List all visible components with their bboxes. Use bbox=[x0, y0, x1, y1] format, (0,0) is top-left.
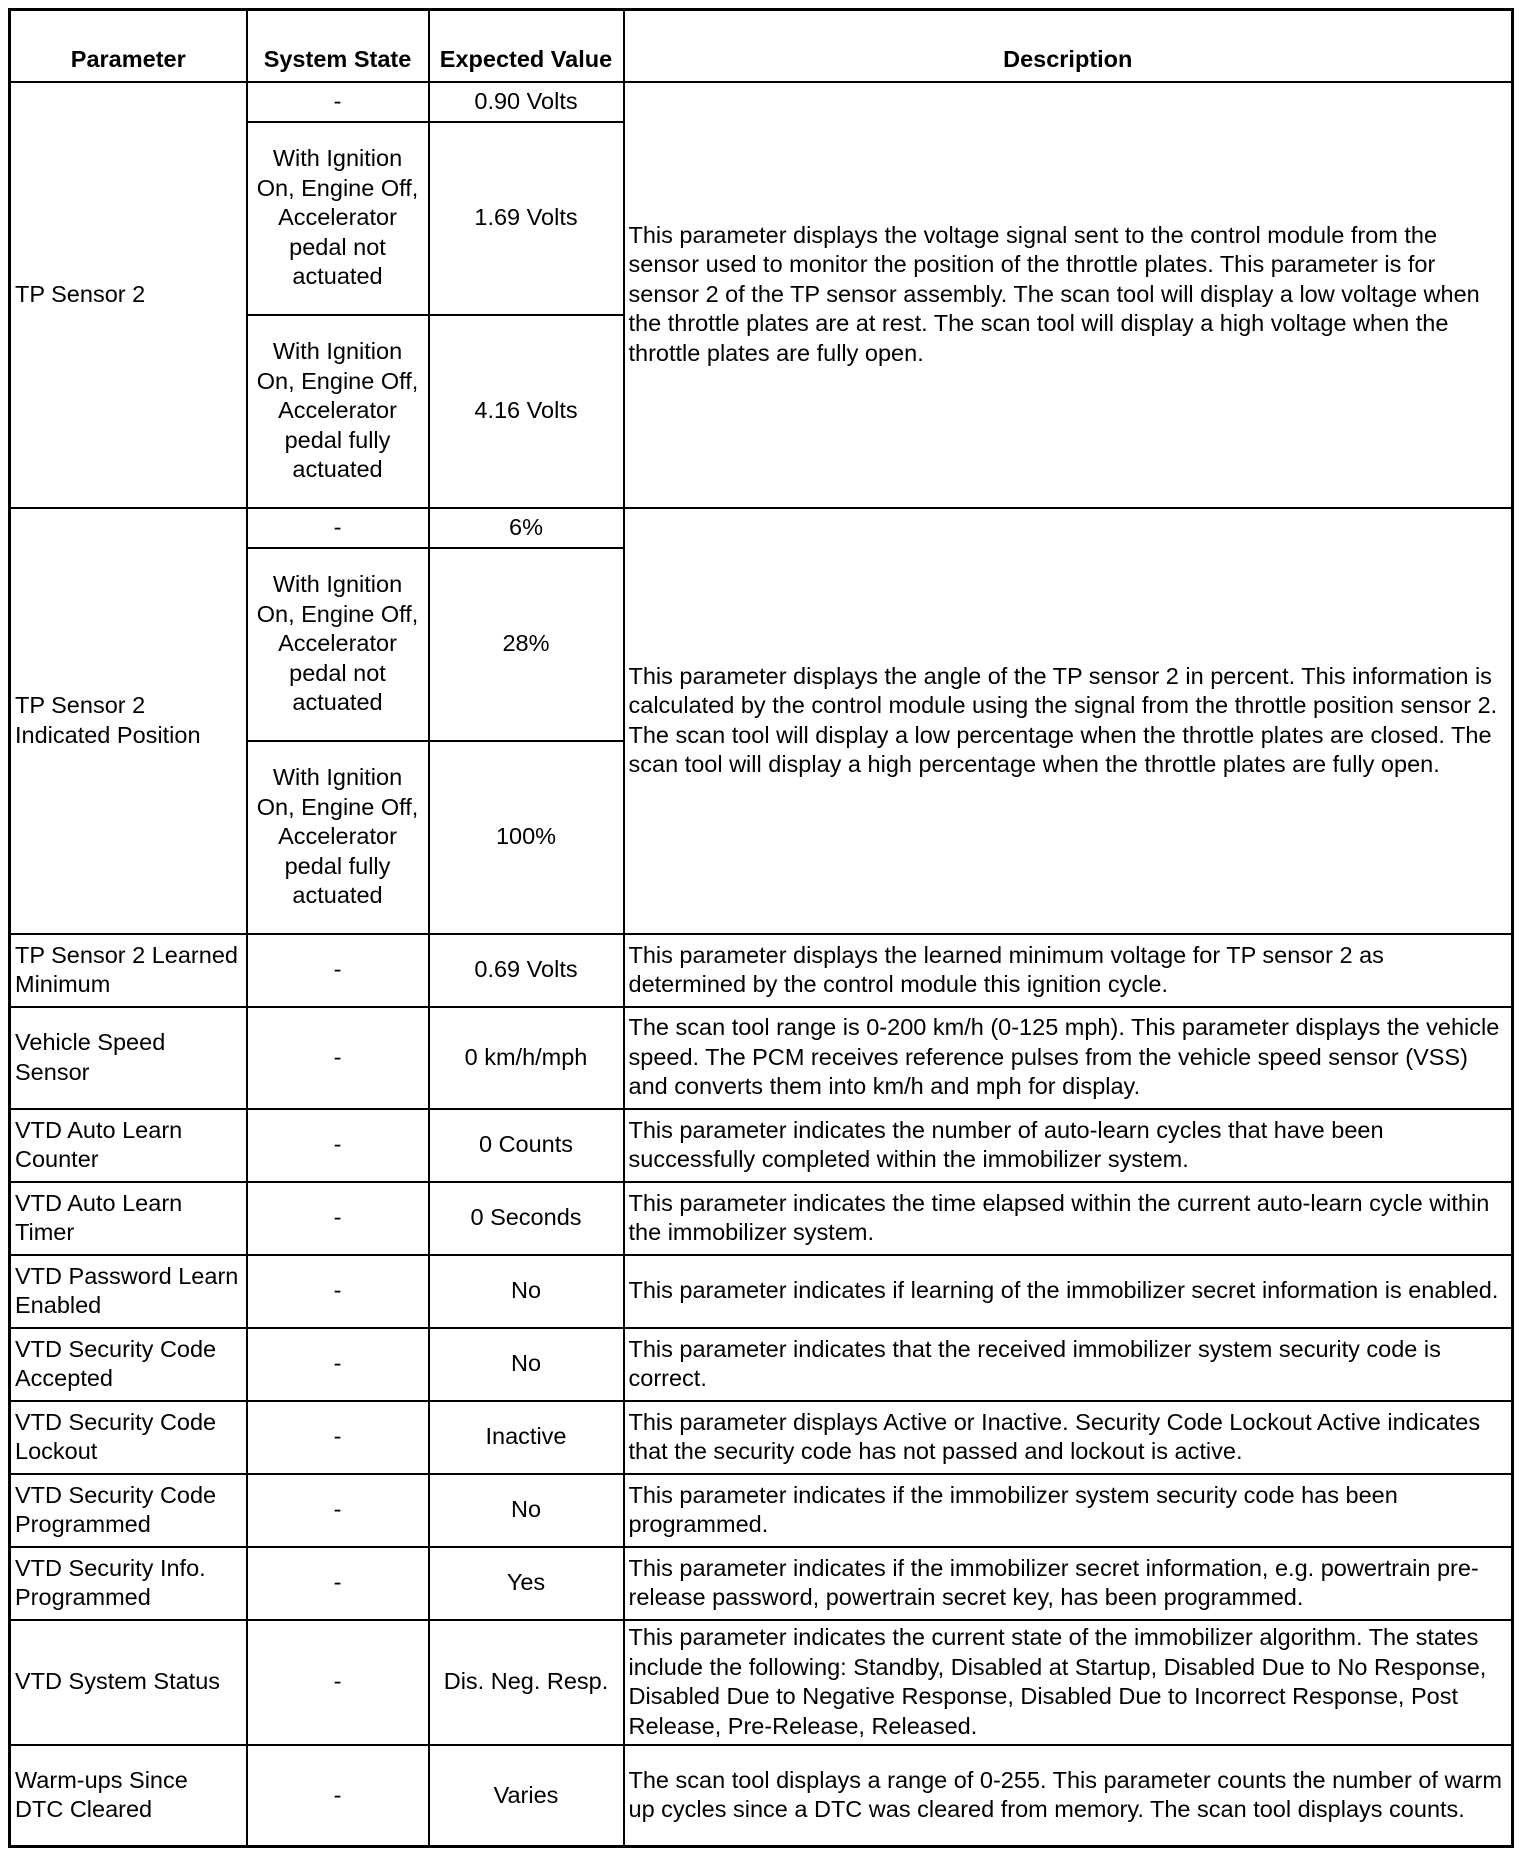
expected-value-cell: 100% bbox=[429, 741, 624, 934]
parameter-cell: VTD Security Code Programmed bbox=[10, 1474, 247, 1547]
table-row bbox=[10, 508, 1513, 548]
system-state-cell: - bbox=[247, 1328, 429, 1401]
parameter-cell: Warm-ups Since DTC Cleared bbox=[10, 1745, 247, 1847]
table-row bbox=[10, 1255, 1513, 1328]
description-cell: This parameter displays the voltage signal sent to the control module from the sensor used to monitor the position of the throttle plates. This parameter is for sensor 2 of the TP sensor assembly. The scan tool will display a low voltage when the throttle plates are at rest. The scan tool will display a high voltage when the throttle plates are fully open. bbox=[624, 82, 1513, 508]
expected-value-cell: 0.90 Volts bbox=[429, 82, 624, 122]
parameter-cell: TP Sensor 2 bbox=[10, 82, 247, 508]
parameter-cell: TP Sensor 2 Learned Minimum bbox=[10, 934, 247, 1007]
header-row bbox=[10, 10, 1513, 82]
parameter-table bbox=[8, 8, 1514, 1848]
description-cell: This parameter indicates the current state of the immobilizer algorithm. The states include the following: Standby, Disabled at Startup, Disabled Due to No Response, Disabled Due to Negative Response, Disabled Due to Incorrect Response, Post Release, Pre-Release, Released. bbox=[624, 1620, 1513, 1745]
description-cell: The scan tool range is 0-200 km/h (0-125 mph). This parameter displays the vehicle speed. The PCM receives reference pulses from the vehicle speed sensor (VSS) and converts them into km/h and mph for display. bbox=[624, 1007, 1513, 1109]
system-state-cell: - bbox=[247, 1620, 429, 1745]
system-state-cell: - bbox=[247, 1745, 429, 1847]
description-cell: This parameter indicates that the received immobilizer system security code is correct. bbox=[624, 1328, 1513, 1401]
description-cell: This parameter displays the angle of the TP sensor 2 in percent. This information is calculated by the control module using the signal from the throttle position sensor 2. The scan tool will display a low percentage when the throttle plates are closed. The scan tool will display a high percentage when the throttle plates are fully open. bbox=[624, 508, 1513, 934]
parameter-cell: VTD System Status bbox=[10, 1620, 247, 1745]
table-row bbox=[10, 1474, 1513, 1547]
table-row bbox=[10, 1109, 1513, 1182]
description-cell: This parameter indicates if the immobilizer system security code has been programmed. bbox=[624, 1474, 1513, 1547]
table-row bbox=[10, 1745, 1513, 1847]
expected-value-cell: 0 Counts bbox=[429, 1109, 624, 1182]
expected-value-cell: 0 Seconds bbox=[429, 1182, 624, 1255]
parameter-cell: VTD Security Code Lockout bbox=[10, 1401, 247, 1474]
header-expected-value: Expected Value bbox=[429, 10, 624, 82]
expected-value-cell: Yes bbox=[429, 1547, 624, 1620]
system-state-cell: With Ignition On, Engine Off, Accelerator pedal fully actuated bbox=[247, 315, 429, 508]
parameter-cell: VTD Password Learn Enabled bbox=[10, 1255, 247, 1328]
parameter-cell: VTD Auto Learn Timer bbox=[10, 1182, 247, 1255]
table-row bbox=[10, 1007, 1513, 1109]
system-state-cell: With Ignition On, Engine Off, Accelerator pedal not actuated bbox=[247, 122, 429, 315]
expected-value-cell: No bbox=[429, 1474, 624, 1547]
system-state-cell: - bbox=[247, 1547, 429, 1620]
system-state-cell: - bbox=[247, 508, 429, 548]
parameter-table-wrapper bbox=[8, 8, 1511, 1848]
table-row bbox=[10, 1328, 1513, 1401]
table-row bbox=[10, 1620, 1513, 1745]
expected-value-cell: No bbox=[429, 1328, 624, 1401]
system-state-cell: - bbox=[247, 1401, 429, 1474]
table-row bbox=[10, 1182, 1513, 1255]
table-row bbox=[10, 1401, 1513, 1474]
description-cell: This parameter indicates the time elapsed within the current auto-learn cycle within the immobilizer system. bbox=[624, 1182, 1513, 1255]
description-cell: This parameter displays Active or Inactive. Security Code Lockout Active indicates that the security code has not passed and lockout is active. bbox=[624, 1401, 1513, 1474]
table-row bbox=[10, 1547, 1513, 1620]
system-state-cell: - bbox=[247, 934, 429, 1007]
description-cell: This parameter indicates the number of auto-learn cycles that have been successfully completed within the immobilizer system. bbox=[624, 1109, 1513, 1182]
system-state-cell: With Ignition On, Engine Off, Accelerator pedal not actuated bbox=[247, 548, 429, 741]
expected-value-cell: 28% bbox=[429, 548, 624, 741]
parameter-cell: VTD Security Code Accepted bbox=[10, 1328, 247, 1401]
description-cell: The scan tool displays a range of 0-255. This parameter counts the number of warm up cycles since a DTC was cleared from memory. The scan tool displays counts. bbox=[624, 1745, 1513, 1847]
system-state-cell: - bbox=[247, 1474, 429, 1547]
header-system-state: System State bbox=[247, 10, 429, 82]
expected-value-cell: Varies bbox=[429, 1745, 624, 1847]
expected-value-cell: 1.69 Volts bbox=[429, 122, 624, 315]
expected-value-cell: Inactive bbox=[429, 1401, 624, 1474]
system-state-cell: - bbox=[247, 1109, 429, 1182]
table-row bbox=[10, 934, 1513, 1007]
system-state-cell: - bbox=[247, 1182, 429, 1255]
system-state-cell: - bbox=[247, 1007, 429, 1109]
header-parameter: Parameter bbox=[10, 10, 247, 82]
parameter-cell: VTD Auto Learn Counter bbox=[10, 1109, 247, 1182]
expected-value-cell: 0 km/h/mph bbox=[429, 1007, 624, 1109]
expected-value-cell: No bbox=[429, 1255, 624, 1328]
expected-value-cell: 0.69 Volts bbox=[429, 934, 624, 1007]
header-description: Description bbox=[624, 10, 1513, 82]
expected-value-cell: 4.16 Volts bbox=[429, 315, 624, 508]
system-state-cell: - bbox=[247, 82, 429, 122]
expected-value-cell: 6% bbox=[429, 508, 624, 548]
parameter-cell: TP Sensor 2 Indicated Position bbox=[10, 508, 247, 934]
system-state-cell: - bbox=[247, 1255, 429, 1328]
description-cell: This parameter indicates if learning of the immobilizer secret information is enabled. bbox=[624, 1255, 1513, 1328]
parameter-cell: Vehicle Speed Sensor bbox=[10, 1007, 247, 1109]
description-cell: This parameter indicates if the immobilizer secret information, e.g. powertrain pre-release password, powertrain secret key, has been programmed. bbox=[624, 1547, 1513, 1620]
system-state-cell: With Ignition On, Engine Off, Accelerator pedal fully actuated bbox=[247, 741, 429, 934]
table-row bbox=[10, 82, 1513, 122]
description-cell: This parameter displays the learned minimum voltage for TP sensor 2 as determined by the control module this ignition cycle. bbox=[624, 934, 1513, 1007]
parameter-cell: VTD Security Info. Programmed bbox=[10, 1547, 247, 1620]
expected-value-cell: Dis. Neg. Resp. bbox=[429, 1620, 624, 1745]
